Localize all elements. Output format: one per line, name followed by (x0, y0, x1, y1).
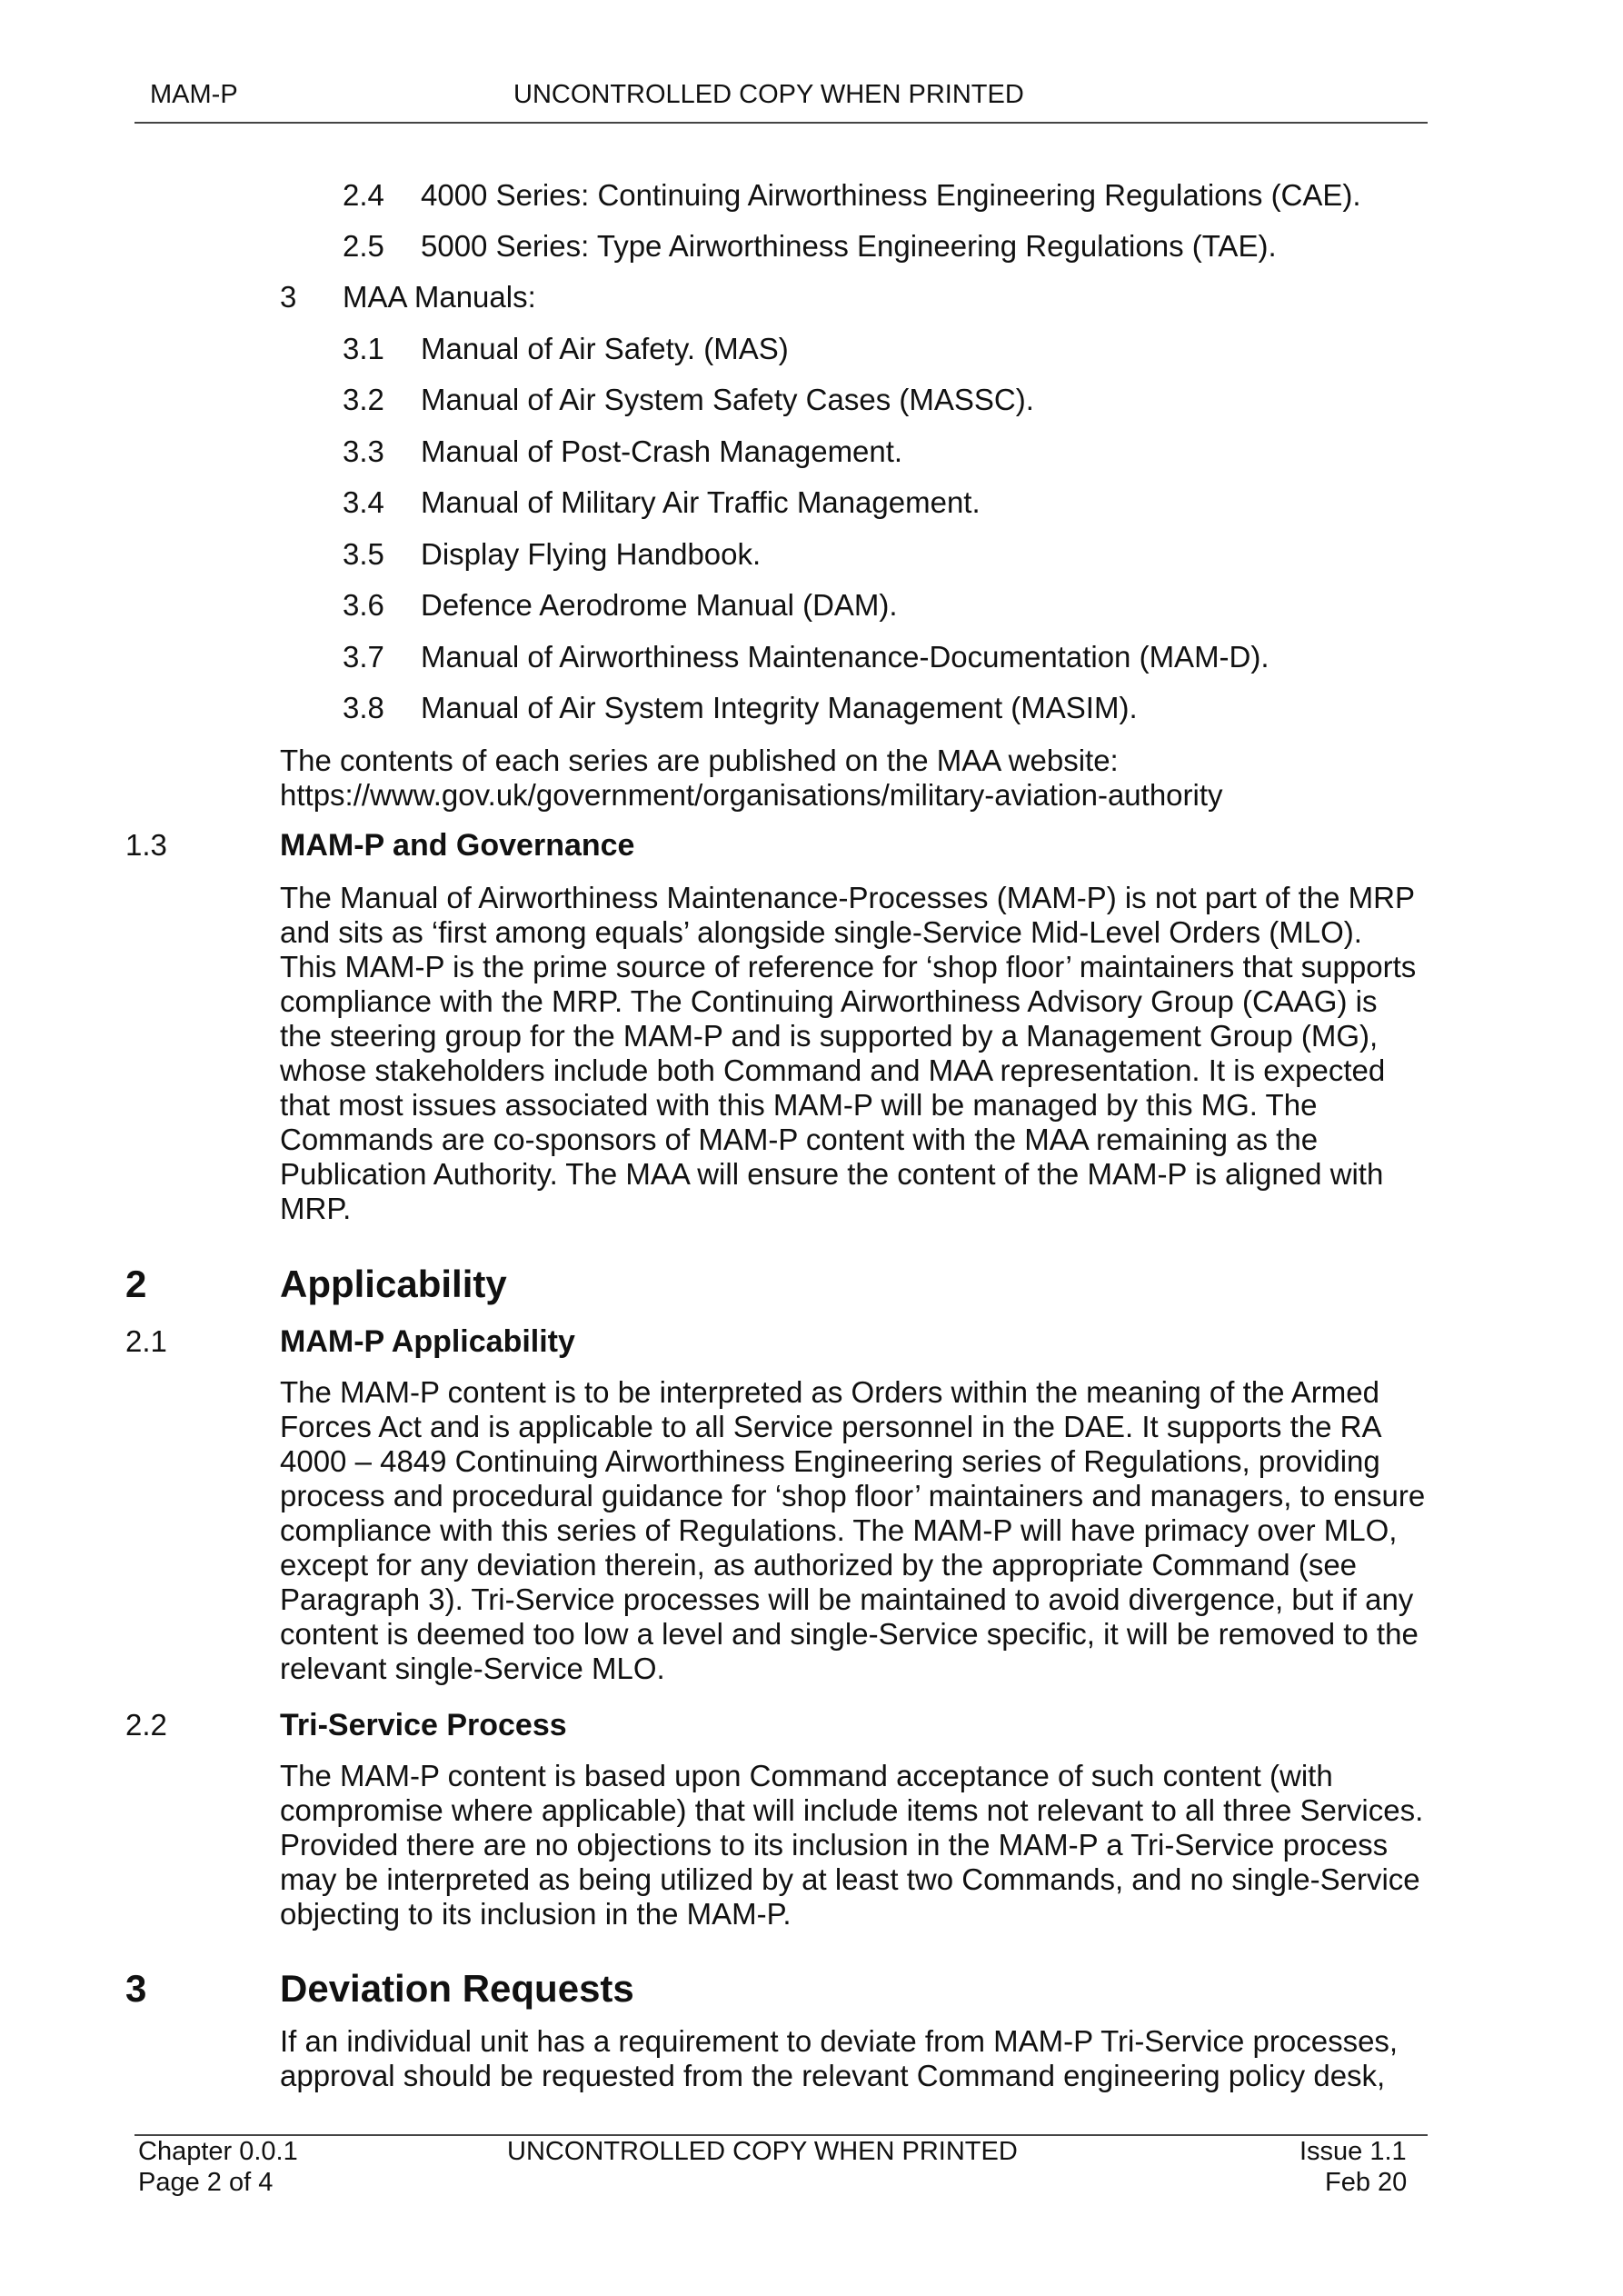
contents-note (280, 744, 1443, 813)
section-heading: Deviation Requests (280, 1967, 634, 2010)
list-item-number: 3.7 (343, 640, 384, 674)
footer-date: Feb 20 (1325, 2168, 1408, 2197)
contents-note-text: The contents of each series are published on the MAA website: (280, 744, 1119, 777)
list-item-text: Manual of Air System Safety Cases (MASSC). (421, 383, 1034, 416)
body-line: If an individual unit has a requirement to deviate from MAM-P Tri-Service processes, (280, 2024, 1399, 2058)
body-line: Provided there are no objections to its inclusion in the MAM-P a Tri-Service process (280, 1828, 1389, 1862)
header-rule (134, 122, 1428, 124)
footer-issue: Issue 1.1 (1299, 2137, 1407, 2166)
body-line: may be interpreted as being utilized by at least two Commands, and no single-Service (280, 1862, 1420, 1896)
header-doc-code: MAM-P (150, 80, 238, 109)
body-line: The Manual of Airworthiness Maintenance-Processes (MAM-P) is not part of the MRP (280, 881, 1415, 914)
footer-chapter: Chapter 0.0.1 (138, 2137, 298, 2166)
list-item-text: Manual of Air System Integrity Management (MASIM). (421, 691, 1138, 724)
body-line: Publication Authority. The MAA will ensure the content of the MAM-P is aligned with (280, 1157, 1384, 1191)
section-number: 2.2 (125, 1708, 167, 1742)
list-item-number: 2.5 (343, 229, 384, 263)
body-line: MRP. (280, 1192, 352, 1225)
list-item-number: 3.5 (343, 537, 384, 571)
section-heading: Tri-Service Process (280, 1708, 567, 1742)
body-line: and sits as ‘first among equals’ alongside single-Service Mid-Level Orders (MLO). (280, 915, 1362, 949)
footer-page-number: Page 2 of 4 (138, 2168, 274, 2197)
list-item-number: 3.8 (343, 691, 384, 724)
list-item-text: Defence Aerodrome Manual (DAM). (421, 588, 898, 622)
body-line: The MAM-P content is to be interpreted as Orders within the meaning of the Armed (280, 1375, 1379, 1409)
section-body (280, 881, 1443, 1226)
body-line: compromise where applicable) that will include items not relevant to all three Services. (280, 1793, 1424, 1827)
body-line: Paragraph 3). Tri-Service processes will be maintained to avoid divergence, but if any (280, 1582, 1414, 1616)
list-item-number: 3.1 (343, 332, 384, 365)
list-item-number: 3 (280, 280, 297, 314)
list-item-text: Manual of Military Air Traffic Management. (421, 485, 981, 519)
list-item-text: Manual of Airworthiness Maintenance-Documentation (MAM-D). (421, 640, 1270, 674)
body-line: Commands are co-sponsors of MAM-P content with the MAA remaining as the (280, 1123, 1319, 1156)
section-body (280, 2024, 1443, 2093)
list-item-text: Manual of Air Safety. (MAS) (421, 332, 789, 365)
list-item-text: Display Flying Handbook. (421, 537, 762, 571)
body-line: except for any deviation therein, as authorized by the appropriate Command (see (280, 1548, 1358, 1582)
list-item-number: 3.3 (343, 434, 384, 468)
section-number: 2 (125, 1263, 147, 1305)
list-item-number: 3.4 (343, 485, 384, 519)
body-line: compliance with the MRP. The Continuing Airworthiness Advisory Group (CAAG) is (280, 984, 1378, 1018)
body-line: 4000 – 4849 Continuing Airworthiness Engineering series of Regulations, providing (280, 1444, 1380, 1478)
section-heading: MAM-P and Governance (280, 828, 635, 863)
body-line: that most issues associated with this MAM-P will be managed by this MG. The (280, 1088, 1318, 1122)
body-line: The MAM-P content is based upon Command acceptance of such content (with (280, 1759, 1333, 1792)
section-body (280, 1375, 1443, 1686)
list-item-text: 4000 Series: Continuing Airworthiness Engineering Regulations (CAE). (421, 178, 1361, 212)
list-item-text: MAA Manuals: (343, 280, 536, 314)
list-item-text: Manual of Post-Crash Management. (421, 434, 903, 468)
list-item-number: 2.4 (343, 178, 384, 212)
body-line: relevant single-Service MLO. (280, 1652, 665, 1685)
section-heading: MAM-P Applicability (280, 1324, 575, 1359)
body-line: approval should be requested from the relevant Command engineering policy desk, (280, 2059, 1386, 2092)
list-item-number: 3.6 (343, 588, 384, 622)
body-line: process and procedural guidance for ‘shop floor’ maintainers and managers, to ensure (280, 1479, 1426, 1512)
section-body (280, 1759, 1443, 1932)
body-line: Forces Act and is applicable to all Service personnel in the DAE. It supports the RA (280, 1410, 1382, 1443)
section-number: 3 (125, 1967, 147, 2010)
list-item-number: 3.2 (343, 383, 384, 416)
body-line: content is deemed too low a level and single-Service specific, it will be removed to the (280, 1617, 1419, 1651)
body-line: compliance with this series of Regulations. The MAM-P will have primacy over MLO, (280, 1513, 1398, 1547)
website-link[interactable]: https://www.gov.uk/government/organisations/military-aviation-authority (280, 778, 1223, 812)
body-line: the steering group for the MAM-P and is supported by a Management Group (MG), (280, 1019, 1379, 1053)
section-number: 2.1 (125, 1324, 167, 1358)
body-line: This MAM-P is the prime source of reference for ‘shop floor’ maintainers that supports (280, 950, 1417, 983)
body-line: whose stakeholders include both Command and MAA representation. It is expected (280, 1053, 1386, 1087)
header-copy-notice: UNCONTROLLED COPY WHEN PRINTED (513, 80, 1024, 109)
list-item-text: 5000 Series: Type Airworthiness Engineering Regulations (TAE). (421, 229, 1277, 263)
footer-copy-notice: UNCONTROLLED COPY WHEN PRINTED (507, 2137, 1018, 2166)
section-number: 1.3 (125, 828, 167, 862)
section-heading: Applicability (280, 1263, 507, 1305)
body-line: objecting to its inclusion in the MAM-P. (280, 1897, 792, 1931)
